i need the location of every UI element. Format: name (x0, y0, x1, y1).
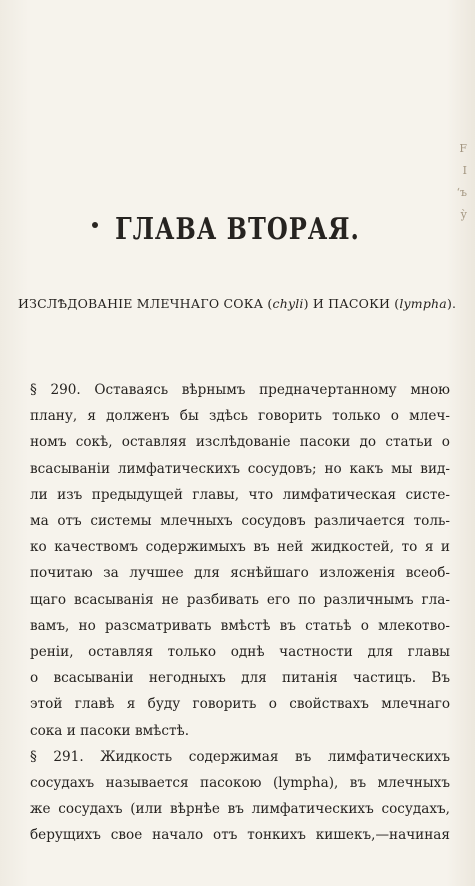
text-line: сока и пасоки вмѣстѣ. (30, 722, 190, 739)
text-line: § 290. Оставаясь вѣрнымъ предначертанному мною (30, 382, 450, 398)
paragraph-290 (30, 377, 450, 744)
text-line: вамъ, но разсматривать вмѣстѣ въ статьѣ о млекотво- (30, 617, 450, 634)
text-line: берущихъ свое начало отъ тонкихъ кишекъ,—начиная (30, 827, 450, 844)
section-heading-text: ) И ПАСОКИ ( (303, 296, 400, 311)
section-heading-latin: chyli (272, 296, 304, 311)
margin-mark: F (459, 142, 467, 155)
chapter-title: ГЛАВА ВТОРАЯ. (115, 210, 360, 247)
body-text (30, 377, 450, 849)
text-line: почитаю за лучшее для яснѣйшаго изложенія всеоб- (30, 565, 450, 582)
text-line: ко качествомъ содержимыхъ въ ней жидкостей, то я и (30, 539, 450, 556)
text-line: же сосудахъ (или вѣрнѣе въ лимфатическихъ сосудахъ, (30, 801, 450, 818)
margin-mark: ‘ъ (456, 186, 467, 199)
section-heading (18, 296, 458, 311)
text-line: этой главѣ я буду говорить о свойствахъ млечнаго (30, 696, 450, 713)
text-line: всасываніи лимфатическихъ сосудовъ; но какъ мы вид- (30, 460, 450, 477)
margin-mark: Ӏ (462, 164, 467, 177)
text-line: сосудахъ называется пасокою (lympha), въ млечныхъ (30, 775, 450, 792)
margin-mark: у̀ (460, 208, 467, 221)
text-line: ли изъ предыдущей главы, что лимфатическая систе- (30, 486, 450, 503)
text-line: плану, я долженъ бы здѣсь говорить только о млеч- (30, 408, 450, 425)
section-heading-text: ). (446, 296, 457, 311)
text-line: ма отъ системы млечныхъ сосудовъ различается толь- (30, 513, 450, 530)
text-line: номъ сокѣ, оставляя изслѣдованіе пасоки до статьи о (30, 434, 450, 451)
section-heading-latin: lympha (399, 296, 447, 311)
section-heading-text: ИЗСЛѢДОВАНІЕ МЛЕЧНАГО СОКА ( (18, 296, 273, 311)
text-line: реніи, оставляя только однѣ частности для главы (30, 644, 450, 661)
paragraph-291 (30, 744, 450, 849)
text-line: о всасываніи негодныхъ для питанія частицъ. Въ (30, 670, 450, 687)
text-line: § 291. Жидкость содержимая въ лимфатическихъ (30, 748, 450, 765)
text-line: щаго всасыванія не разбивать его по различнымъ гла- (30, 591, 450, 608)
